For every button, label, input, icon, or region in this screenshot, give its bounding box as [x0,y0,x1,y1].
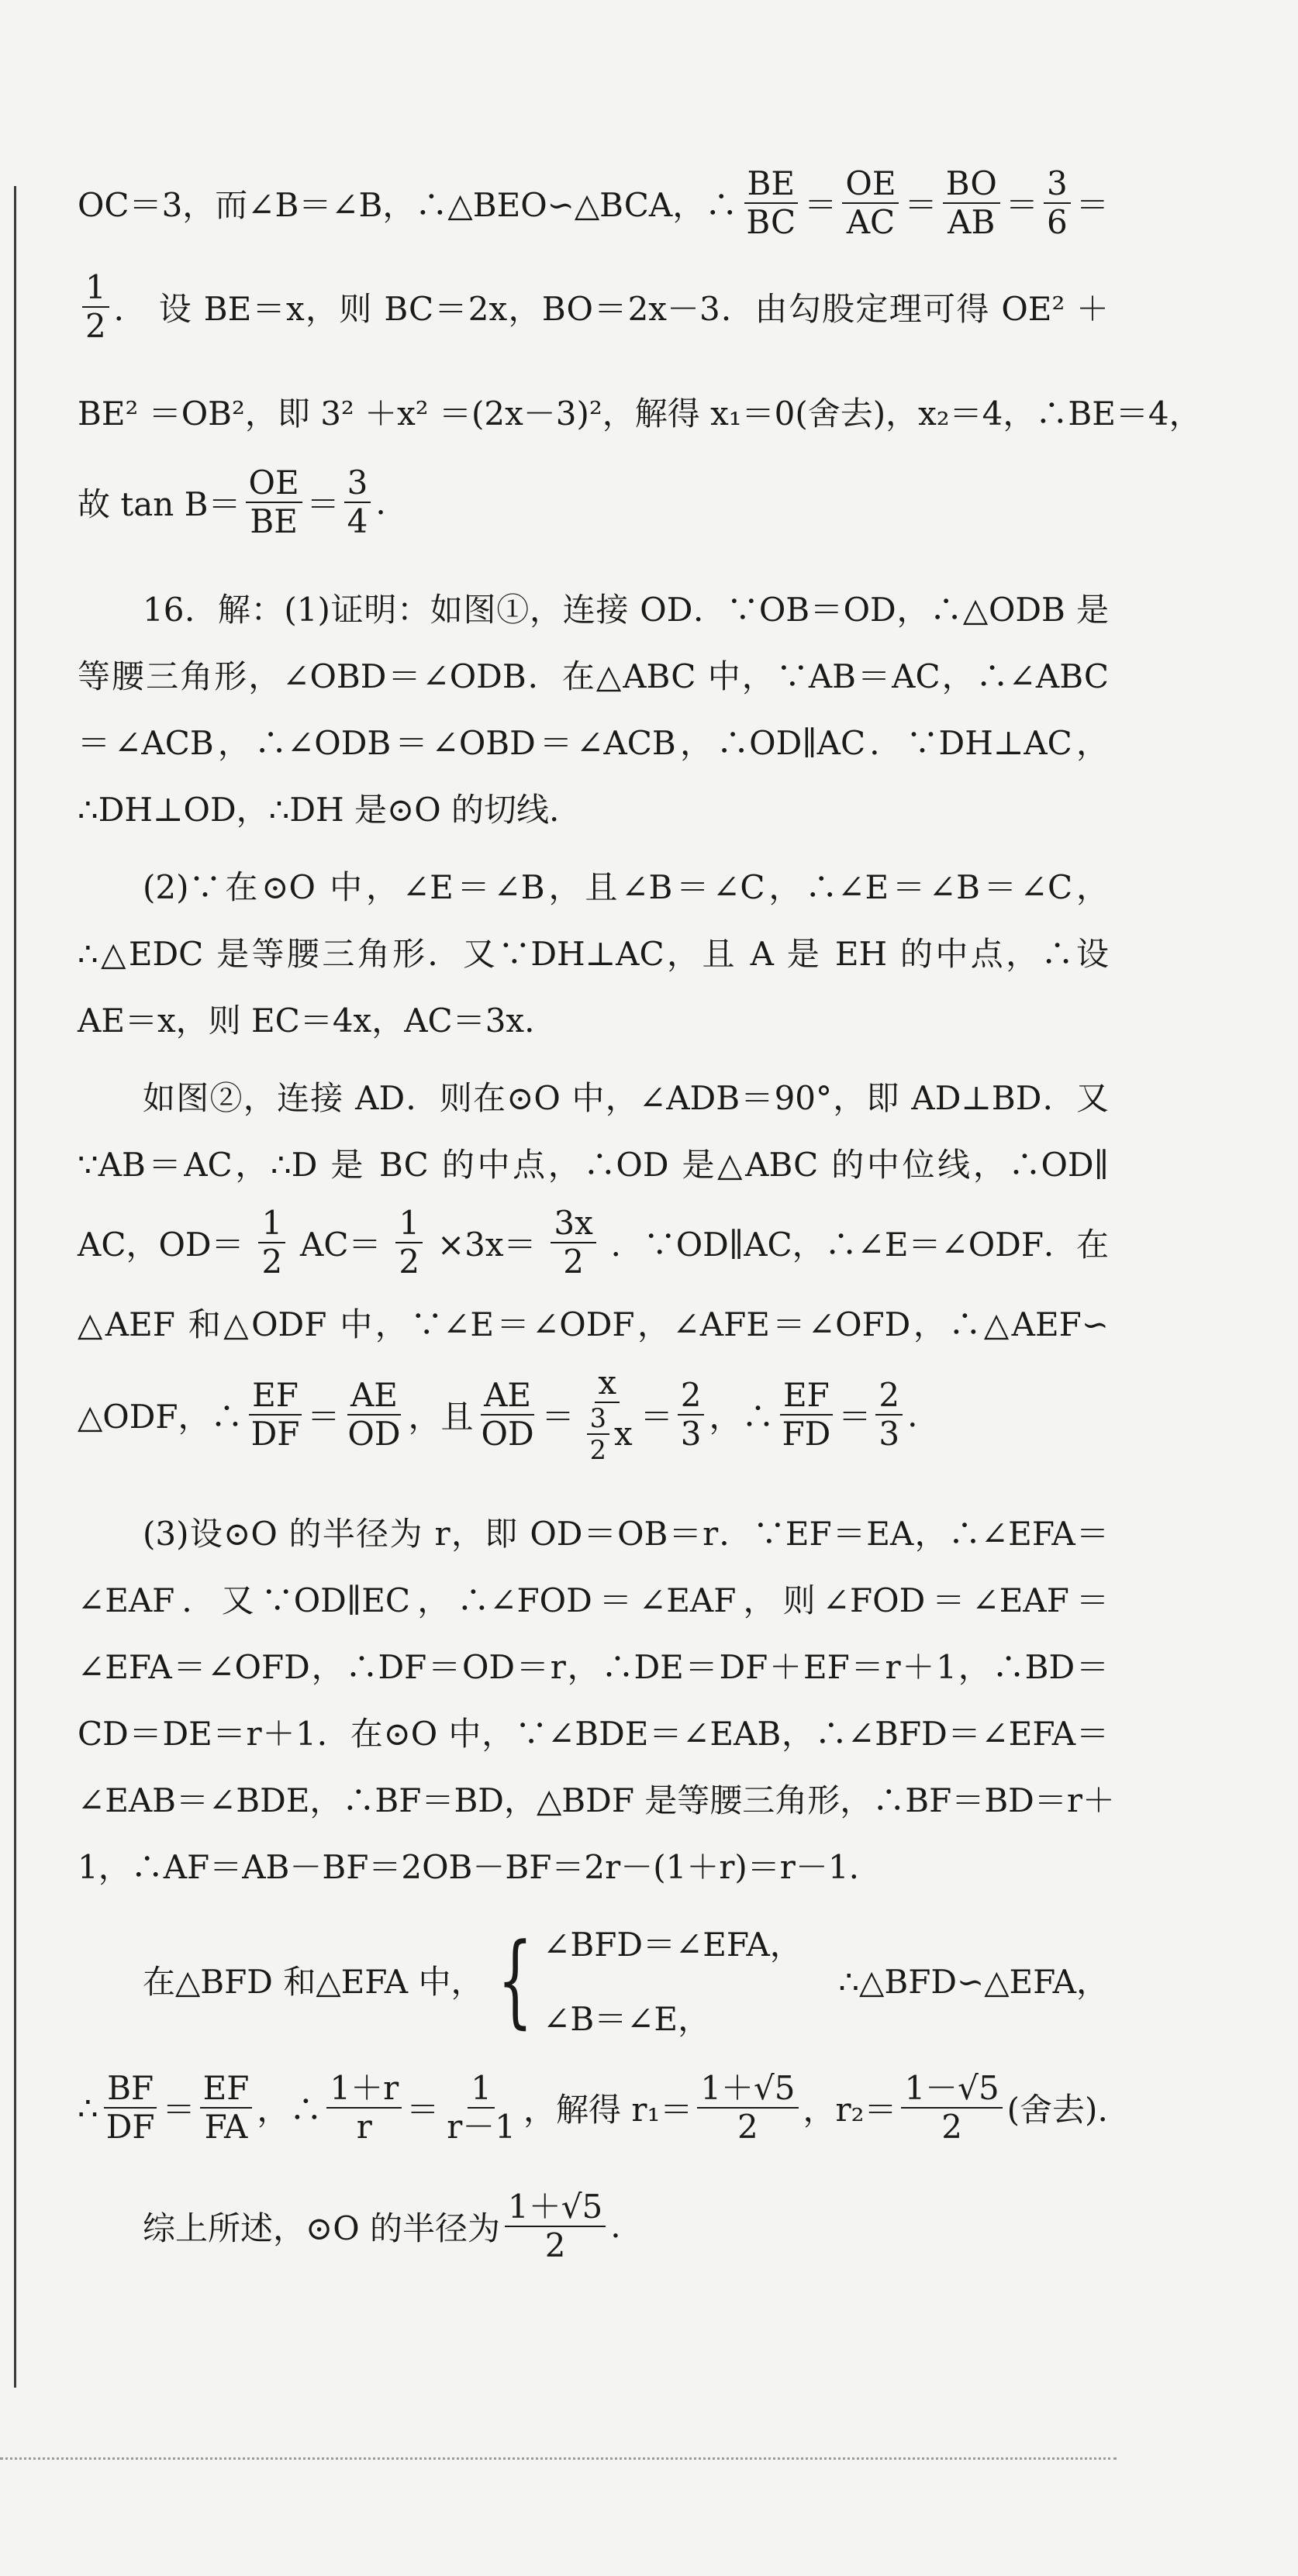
compound-fraction [579,1363,636,1466]
numerator: 1＋√5 [697,2071,798,2109]
denominator: 2 [544,2226,566,2264]
fraction [743,164,799,242]
denominator: 2 [261,1242,283,1281]
denominator: 2 [737,2108,758,2147]
text-segment: ＝ [541,1398,575,1436]
fraction [1044,164,1071,242]
numerator: EF [249,1378,302,1416]
numerator: AE [347,1378,401,1416]
denominator: r－1 [447,2108,516,2147]
text-line [78,1775,1115,1822]
fraction [103,2069,158,2147]
denominator: OD [481,1415,534,1454]
text-segment: 如图②，连接 AD．则在⊙O 中，∠ADB＝90°，即 AD⊥BD．又 [143,1078,1109,1117]
numerator: EF [200,2071,253,2109]
equation-system [483,1919,802,2040]
text-segment: ∴△BFD∽△EFA， [838,1963,1109,2002]
text-line [78,164,1109,242]
text-segment: (3)设⊙O 的半径为 r，即 OD＝OB＝r．∵EF＝EA，∴∠EFA＝ [143,1515,1109,1554]
fraction [901,2069,1002,2147]
system-line: ∠BFD＝∠EFA， [543,1926,803,1964]
equals-sign: ＝ [904,186,937,225]
text-segment: ，解得 r₁＝ [523,2091,693,2129]
denominator: 2 [589,1435,607,1466]
text-line [78,1299,1109,1346]
numerator: 1 [82,271,109,308]
denominator: 2 [399,1242,420,1281]
text-segment: ＝ [406,2091,440,2129]
text-segment: ∴DH⊥OD，∴DH 是⊙O 的切线. [78,790,560,829]
text-segment: . [610,2207,621,2246]
text-line [78,785,1109,831]
denominator: 6 [1047,203,1068,242]
denominator: 2 [941,2108,962,2147]
text-line [78,1642,1109,1688]
fraction [551,1203,595,1281]
text-segment: ∠EAF．又∵OD∥EC，∴∠FOD＝∠EAF，则∠FOD＝∠EAF＝ [78,1581,1109,1620]
text-segment: 16．解：(1)证明：如图①，连接 OD．∵OB＝OD，∴△ODB 是 [143,590,1109,629]
text-segment: ＝ [306,485,340,524]
text-segment: ．∵OD∥AC，∴∠E＝∠ODF．在 [610,1225,1109,1264]
text-line [78,651,1109,698]
numerator: EF [780,1378,833,1416]
fraction [842,164,899,242]
text-line [78,1363,1109,1466]
text-line [78,2187,1109,2264]
denominator: OD [347,1415,401,1454]
text-segment: . [375,483,386,522]
equals-sign: ＝ [804,186,837,225]
left-brace-icon: { [498,1921,533,2040]
text-segment: AE＝x，则 EC＝4x，AC＝3x. [78,1001,535,1040]
numerator: 1 [395,1206,423,1243]
denominator: 3 [879,1415,900,1454]
text-segment: ＝ [162,2091,195,2129]
denominator: 2 [85,307,106,346]
fraction [444,2069,519,2147]
text-line [78,862,1109,909]
fraction [505,2187,606,2264]
fraction [587,1402,609,1466]
text-segment: 等腰三角形，∠OBD＝∠ODB．在△ABC 中，∵AB＝AC，∴∠ABC [78,657,1109,695]
text-segment: 1，∴AF＝AB－BF＝2OB－BF＝2r－(1＋r)＝r－1. [78,1848,859,1887]
text-line [78,718,1109,764]
numerator: 2 [875,1378,903,1416]
text-segment: (舍去). [1006,2091,1108,2129]
text-line [78,1709,1109,1755]
fraction [395,1203,423,1281]
numerator: BE [744,167,799,204]
text-line [78,1140,1109,1186]
denominator: 2 [563,1242,584,1281]
fraction [678,1375,705,1454]
fraction [778,1375,834,1454]
text-segment: ∴△EDC 是等腰三角形．又∵DH⊥AC，且 A 是 EH 的中点，∴设 [78,934,1109,973]
denominator: r [356,2108,372,2147]
text-segment: OC＝3，而∠B＝∠B，∴△BEO∽△BCA，∴ [78,186,738,225]
text-segment: AC，OD＝ [78,1225,244,1264]
text-segment: △AEF 和△ODF 中，∵∠E＝∠ODF，∠AFE＝∠OFD，∴△AEF∽ [78,1305,1109,1343]
text-line [78,1203,1109,1281]
text-segment: CD＝DE＝r＋1．在⊙O 中，∵∠BDE＝∠EAB，∴∠BFD＝∠EFA＝ [78,1715,1109,1754]
numerator: 1＋√5 [505,2190,606,2227]
numerator: BF [104,2071,157,2109]
numerator: 3 [1044,167,1071,204]
text-segment: ∴ [78,2088,98,2127]
dotted-footer-rule [0,2457,1117,2460]
text-segment: 故 tan B＝ [78,485,241,524]
text-segment: AC＝ [300,1225,381,1264]
numerator: OE [246,466,302,503]
text-segment: 在△BFD 和△EFA 中， [143,1963,484,2002]
denominator: 3 [680,1415,702,1454]
fraction [246,466,302,539]
system-lines [543,1919,803,2040]
denominator: FA [204,2108,248,2147]
text-segment: ，∴ [709,1398,775,1436]
fraction [200,2069,253,2147]
denominator: BC [746,203,796,242]
text-line [78,1575,1109,1622]
text-line [78,585,1109,631]
denominator: AC [846,203,896,242]
equals-sign: ＝ [1075,186,1109,225]
denominator: FD [782,1415,831,1454]
text-segment: . [907,1395,918,1434]
denominator: 4 [347,502,368,541]
text-segment: ×3x＝ [437,1225,537,1264]
fraction [697,2069,798,2147]
text-segment: (2)∵在⊙O 中，∠E＝∠B，且∠B＝∠C，∴∠E＝∠B＝∠C， [143,867,1109,906]
page-margin-rule [14,186,16,2388]
text-line [78,1842,1109,1888]
text-segment: ∠EAB＝∠BDE，∴BF＝BD，△BDF 是等腰三角形，∴BF＝BD＝r＋ [78,1781,1115,1820]
solution-text [78,164,1202,2264]
text-line [78,929,1109,975]
numerator: 1 [258,1206,285,1243]
text-segment: BE² ＝OB²，即 3² ＋x² ＝(2x－3)²，解得 x₁＝0(舍去)，x₂＝4，∴BE＝4， [78,395,1202,433]
text-line [78,268,1109,346]
numerator: 1＋r [326,2071,402,2109]
text-line [78,2069,1109,2147]
text-segment: ，∴ [257,2091,323,2129]
fraction [258,1203,285,1281]
denominator [579,1403,636,1464]
fraction [344,466,371,539]
fraction [478,1375,537,1454]
text-segment: ，且 [408,1398,474,1436]
text-segment: △ODF，∴ [78,1398,243,1436]
denominator: DF [105,2108,155,2147]
numerator: AE [481,1378,534,1416]
numerator: 3 [344,466,371,503]
system-line: ∠B＝∠E， [543,2000,711,2039]
numerator: BO [943,167,1000,204]
text-segment: ＝∠ACB，∴∠ODB＝∠OBD＝∠ACB，∴OD∥AC．∵DH⊥AC， [78,723,1109,762]
numerator: x [595,1366,620,1403]
text-segment: ． 设 BE＝x，则 BC＝2x，BO＝2x－3．由勾股定理可得 OE² ＋ [113,290,1109,329]
fraction [344,1375,403,1454]
numerator: 2 [678,1378,705,1416]
denominator: DF [250,1415,300,1454]
text-line [78,388,1202,435]
equals-sign: ＝ [1005,186,1038,225]
text-segment: ＝ [838,1398,872,1436]
numerator: OE [842,167,899,204]
text-line [78,1073,1109,1119]
denominator: BE [250,502,298,541]
text-segment: 综上所述，⊙O 的半径为 [143,2209,500,2247]
text-line [78,995,1109,1042]
text-segment: ∵AB＝AC，∴D 是 BC 的中点，∴OD 是△ABC 的中位线，∴OD∥ [78,1145,1109,1184]
text-line [78,1509,1109,1555]
text-segment: ＝ [640,1398,673,1436]
text-segment: ∠EFA＝∠OFD，∴DF＝OD＝r，∴DE＝DF＋EF＝r＋1，∴BD＝ [78,1648,1109,1687]
fraction [943,164,1000,242]
numerator: 1－√5 [901,2071,1002,2109]
fraction [248,1375,303,1454]
text-segment: ＝ [307,1398,340,1436]
variable: x [614,1415,633,1454]
text-line [78,466,1109,539]
text-segment: ，r₂＝ [803,2091,897,2129]
denominator: AB [948,203,996,242]
numerator: 3x [551,1206,595,1243]
numerator: 3 [587,1405,609,1435]
fraction [875,1375,903,1454]
text-line [78,1919,1109,2040]
numerator: 1 [468,2071,495,2109]
fraction [326,2069,402,2147]
fraction [82,268,109,346]
